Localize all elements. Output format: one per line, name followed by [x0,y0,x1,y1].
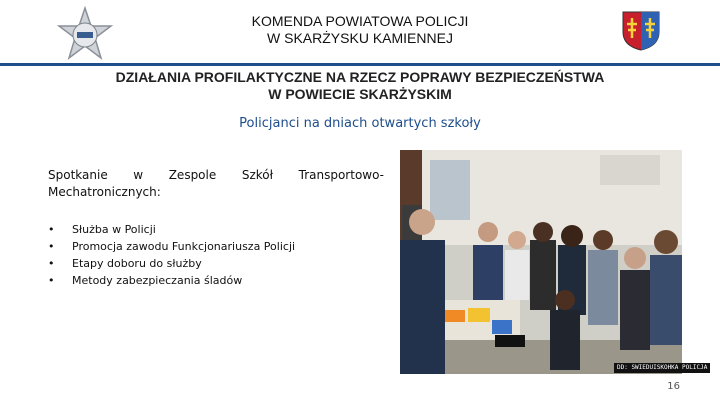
list-item-label: Służba w Policji [72,223,156,236]
header-title [170,13,550,47]
police-star-icon [56,6,114,64]
list-item [48,255,388,272]
bullet-icon: • [48,257,55,270]
header-title-line1: KOMENDA POWIATOWA POLICJI [251,13,469,29]
page-number: 16 [667,381,680,392]
bullet-icon: • [48,240,55,253]
slide-subtitle-line2: W POWIECIE SKARŻYSKIM [268,86,452,102]
coat-of-arms-icon [619,8,663,52]
photo-caption: DD: SWIEDUISKOHKA POLICJA [614,363,710,373]
list-item-label: Etapy doboru do służby [72,257,202,270]
intro-text: Spotkanie w Zespole Szkół Transportowo-Mechatronicznych: [48,168,384,199]
slide-header [0,0,720,62]
list-item [48,272,388,289]
list-item-label: Metody zabezpieczania śladów [72,274,243,287]
list-item-label: Promocja zawodu Funkcjonariusza Policji [72,240,296,253]
bullet-list [48,221,388,289]
list-item [48,238,388,255]
section-heading: Policjanci na dniach otwartych szkoły [239,116,481,131]
list-item [48,221,388,238]
event-photo [400,150,682,374]
header-divider [0,63,720,66]
slide-subtitle [60,69,660,103]
bullet-icon: • [48,274,55,287]
header-title-line2: W SKARŻYSKU KAMIENNEJ [267,30,453,46]
slide-subtitle-line1: DZIAŁANIA PROFILAKTYCZNE NA RZECZ POPRAWY BEZPIECZEŃSTWA [115,69,605,85]
bullet-icon: • [48,223,55,236]
